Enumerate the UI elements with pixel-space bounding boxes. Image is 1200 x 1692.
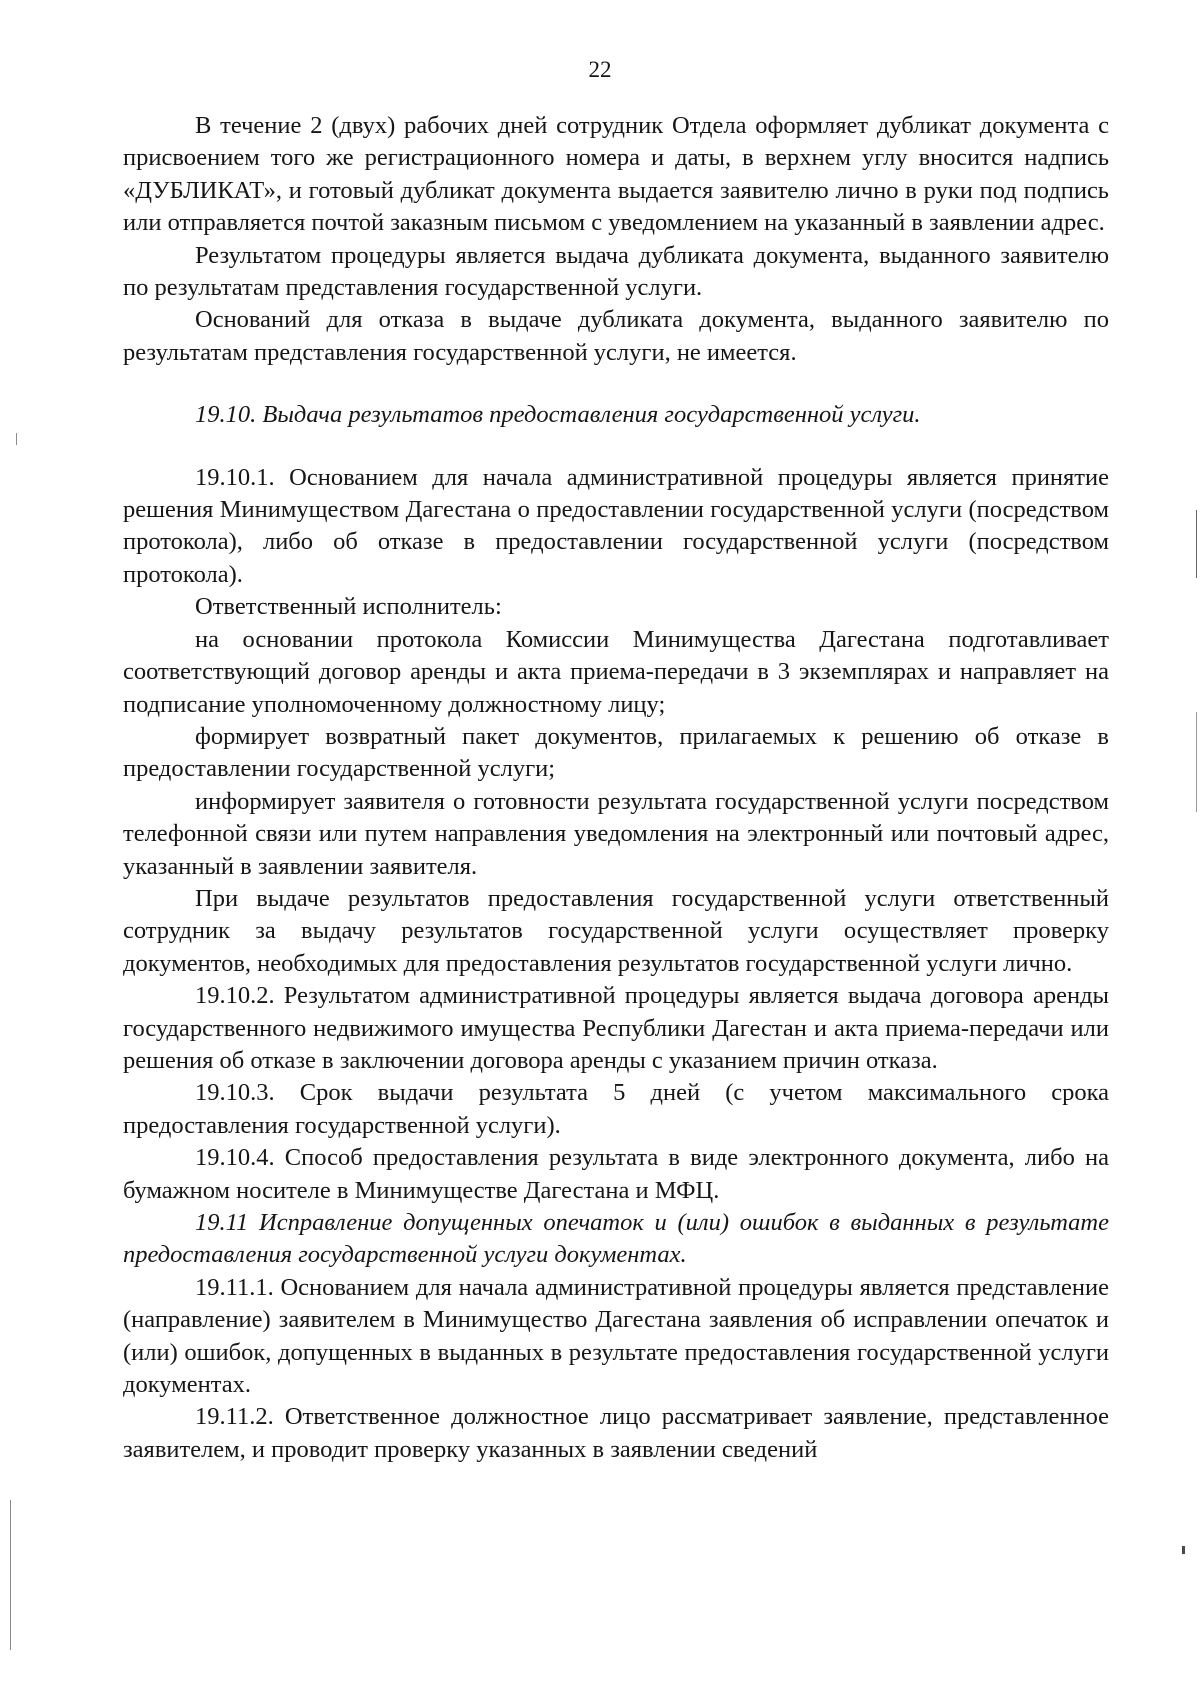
scan-mark-left-1 [16, 433, 17, 445]
paragraph-forms-return-package: формирует возвратный пакет документов, прилагаемых к решению об отказе в предоставлении государственной услуги; [123, 722, 1109, 783]
paragraph-duplicate-result: Результатом процедуры является выдача дубликата документа, выданного заявителю по результатам представления государственной услуги. [123, 241, 1109, 302]
paragraph-prepares-contract: на основании протокола Комиссии Минимущества Дагестана подготавливает соответствующий договор аренды и акта приема-передачи в 3 экземплярах и направляет на подписание уполномоченному должностному лицу; [123, 625, 1109, 718]
paragraph-19-10-4: 19.10.4. Способ предоставления результата в виде электронного документа, либо на бумажном носителе в Минимуществе Дагестана и МФЦ. [123, 1144, 1109, 1204]
paragraph-document-check: При выдаче результатов предоставления государственной услуги ответственный сотрудник за выдачу результатов государственной услуги осуществляет проверку документов, необходимых для предоставления результатов государственной услуги лично. [123, 884, 1109, 977]
paragraph-informs-applicant: информирует заявителя о готовности результата государственной услуги посредством телефонной связи или путем направления уведомления на электронный или почтовый адрес, указанный в заявлении заявителя. [123, 787, 1109, 880]
paragraph-19-10-1: 19.10.1. Основанием для начала административной процедуры является принятие решения Минимуществом Дагестана о предоставлении государственной услуги (посредством протокола), либо об отказе в предоставлении государственной услуги (посредством протокола). [123, 463, 1109, 588]
scan-mark-right-2 [1196, 712, 1197, 812]
section-heading-19-11: 19.11 Исправление допущенных опечаток и (или) ошибок в выданных в результате предоставления государственной услуги документах. [123, 1209, 1109, 1269]
paragraph-no-refusal-grounds: Оснований для отказа в выдаче дубликата документа, выданного заявителю по результатам представления государственной услуги, не имеется. [123, 306, 1109, 366]
scan-mark-right-1 [1196, 510, 1197, 578]
page-number: 22 [588, 57, 612, 82]
scan-mark-left-2 [10, 1500, 11, 1650]
paragraph-duplicate-issuance: В течение 2 (двух) рабочих дней сотрудник Отдела оформляет дубликат документа с присвоением того же регистрационного номера и даты, в верхнем углу вносится надпись «ДУБЛИКАТ», и готовый дубликат документа выдается заявителю лично в руки под подпись или отправляется почтой заказным письмом с уведомлением на указанный в заявлении адрес. [123, 112, 1109, 237]
paragraph-19-11-1: 19.11.1. Основанием для начала административной процедуры является представление (направление) заявителем в Минимущество Дагестана заявления об исправлении опечаток и (или) ошибок, допущенных в выданных в результате предоставления государственной услуги документах. [123, 1273, 1109, 1399]
paragraph-responsible-executor: Ответственный исполнитель: [195, 593, 502, 621]
section-heading-19-10: 19.10. Выдача результатов предоставления государственной услуги. [195, 401, 921, 429]
paragraph-19-11-2: 19.11.2. Ответственное должностное лицо рассматривает заявление, представленное заявителем, и проводит проверку указанных в заявлении сведений [123, 1403, 1109, 1463]
document-body [123, 110, 1109, 1466]
paragraph-19-10-2: 19.10.2. Результатом административной процедуры является выдача договора аренды государственного недвижимого имущества Республики Дагестан и акта приема-передачи или решения об отказе в заключении договора аренды с указанием причин отказа. [123, 982, 1109, 1074]
paragraph-19-10-3: 19.10.3. Срок выдачи результата 5 дней (с учетом максимального срока предоставления государственной услуги). [123, 1079, 1109, 1139]
scan-mark-right-3 [1182, 1546, 1185, 1554]
